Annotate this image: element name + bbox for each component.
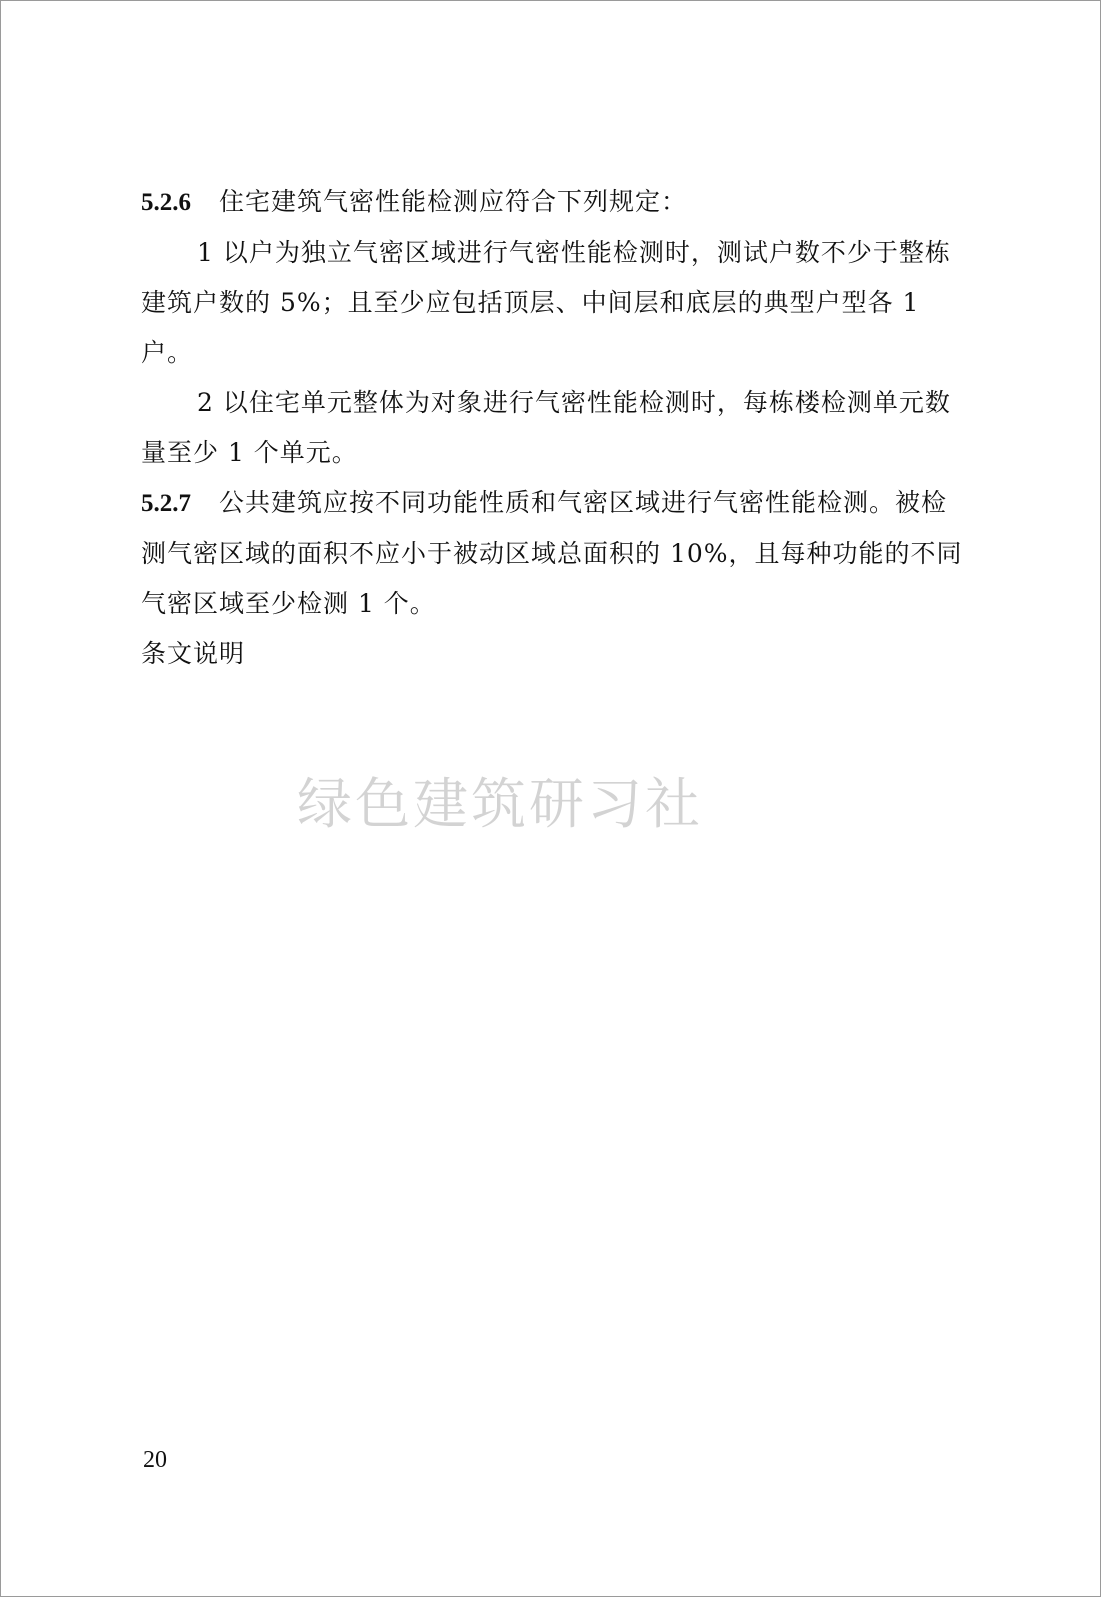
- explanation-heading: 条文说明: [141, 639, 246, 668]
- clause-5-2-6-item-1: 1 以户为独立气密区域进行气密性能检测时，测试户数不少于整栋建筑户数的 5%；且至少应包括顶层、中间层和底层的典型户型各 1 户。: [141, 238, 951, 367]
- clause-text: 公共建筑应按不同功能性质和气密区域进行气密性能检测。被检测气密区域的面积不应小于被动区域总面积的 10%，且每种功能的不同气密区域至少检测 1 个。: [141, 488, 963, 618]
- clause-text: 住宅建筑气密性能检测应符合下列规定：: [219, 187, 688, 216]
- clause-5-2-7: [141, 478, 971, 629]
- clause-5-2-6: [141, 177, 971, 228]
- clause-5-2-6-item-2: 2 以住宅单元整体为对象进行气密性能检测时，每栋楼检测单元数量至少 1 个单元。: [141, 388, 951, 467]
- document-body: [141, 177, 971, 679]
- page-number: 20: [143, 1447, 167, 1473]
- clause-number: 5.2.6: [141, 189, 191, 216]
- watermark: 绿色建筑研习社: [297, 772, 704, 836]
- clause-number: 5.2.7: [141, 490, 191, 517]
